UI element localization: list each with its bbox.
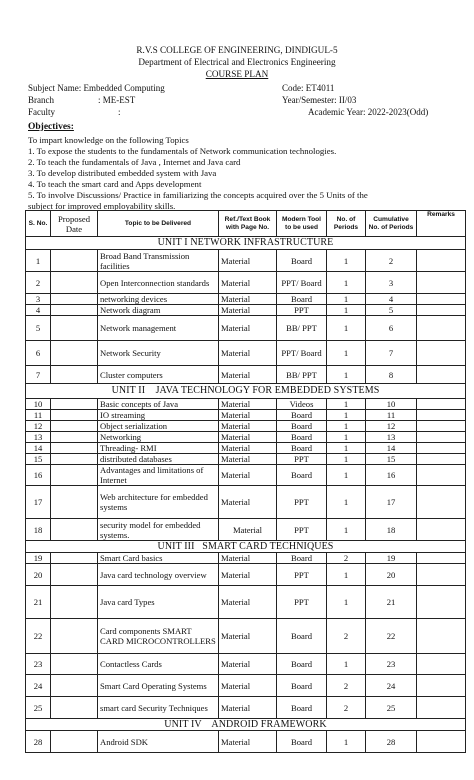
cell-topic: Smart Card basics <box>98 553 219 564</box>
cell-cumulative: 3 <box>366 272 417 294</box>
cell-sno: 16 <box>26 465 51 486</box>
col-tool: Modern Tool to be used <box>277 211 327 237</box>
cell-remarks <box>417 675 466 697</box>
cell-periods: 1 <box>327 465 366 486</box>
table-row <box>26 697 466 719</box>
cell-topic: Network management <box>98 316 219 341</box>
cell-cumulative: 10 <box>366 399 417 410</box>
academic-year: Academic Year: 2022-2023(Odd) <box>308 107 429 117</box>
cell-sno: 4 <box>26 305 51 316</box>
cell-remarks <box>417 421 466 432</box>
cell-remarks <box>417 731 466 753</box>
cell-cumulative: 20 <box>366 564 417 586</box>
cell-remarks <box>417 294 466 305</box>
table-row <box>26 553 466 564</box>
cell-topic: Basic concepts of Java <box>98 399 219 410</box>
cell-date <box>51 586 98 619</box>
cell-date <box>51 564 98 586</box>
cell-sno: 25 <box>26 697 51 719</box>
cell-remarks <box>417 454 466 465</box>
cell-tool: Board <box>277 465 327 486</box>
col-ref: Ref./Text Book with Page No. <box>219 211 277 237</box>
objective-line: 1. To expose the students to the fundamentals of Network communication technologies. <box>28 146 337 156</box>
unit-title: UNIT IV ANDROID FRAMEWORK <box>26 719 466 731</box>
objective-line: 2. To teach the fundamentals of Java , Internet and Java card <box>28 157 241 167</box>
course-plan-table <box>25 210 466 753</box>
cell-remarks <box>417 586 466 619</box>
cell-sno: 19 <box>26 553 51 564</box>
cell-ref: Material <box>219 675 277 697</box>
cell-sno: 3 <box>26 294 51 305</box>
cell-ref: Material <box>219 366 277 384</box>
cell-topic: Advantages and limitations of Internet <box>98 465 219 486</box>
cell-date <box>51 366 98 384</box>
table-row <box>26 564 466 586</box>
col-cumulative: Cumulative No. of Periods <box>366 211 417 237</box>
table-row <box>26 272 466 294</box>
cell-cumulative: 18 <box>366 519 417 541</box>
objective-line: 5. To involve Discussions/ Practice in familiarizing the concepts acquired over the 5 Units of the <box>28 190 368 200</box>
cell-ref: Material <box>219 341 277 366</box>
cell-topic: Contactless Cards <box>98 654 219 675</box>
cell-sno: 21 <box>26 586 51 619</box>
cell-periods: 1 <box>327 305 366 316</box>
cell-date <box>51 443 98 454</box>
cell-tool: Board <box>277 250 327 272</box>
cell-date <box>51 399 98 410</box>
college-name: R.V.S COLLEGE OF ENGINEERING, DINDIGUL-5 <box>136 45 338 55</box>
cell-topic: Open Interconnection standards <box>98 272 219 294</box>
cell-sno: 6 <box>26 341 51 366</box>
cell-date <box>51 731 98 753</box>
cell-periods: 2 <box>327 697 366 719</box>
cell-sno: 22 <box>26 619 51 654</box>
cell-tool: Board <box>277 731 327 753</box>
objective-line: 4. To teach the smart card and Apps development <box>28 179 202 189</box>
unit-heading-row <box>26 541 466 553</box>
col-topic: Topic to be Delivered <box>98 211 219 237</box>
cell-periods: 1 <box>327 294 366 305</box>
cell-periods: 1 <box>327 272 366 294</box>
document-title: COURSE PLAN <box>205 69 269 79</box>
cell-ref: Material <box>219 410 277 421</box>
table-row <box>26 586 466 619</box>
cell-topic: Android SDK <box>98 731 219 753</box>
table-row <box>26 316 466 341</box>
cell-ref: Material <box>219 399 277 410</box>
cell-date <box>51 250 98 272</box>
cell-ref: Material <box>219 316 277 341</box>
cell-sno: 24 <box>26 675 51 697</box>
cell-ref: Material <box>219 272 277 294</box>
table-row <box>26 305 466 316</box>
cell-tool: Board <box>277 654 327 675</box>
table-row <box>26 486 466 519</box>
cell-cumulative: 25 <box>366 697 417 719</box>
faculty-value: : <box>118 107 121 117</box>
cell-periods: 1 <box>327 410 366 421</box>
objectives-heading: Objectives: <box>28 122 74 132</box>
cell-sno: 14 <box>26 443 51 454</box>
cell-tool: Board <box>277 697 327 719</box>
cell-ref: Material <box>219 697 277 719</box>
cell-remarks <box>417 564 466 586</box>
cell-ref: Material <box>219 654 277 675</box>
cell-remarks <box>417 366 466 384</box>
cell-periods: 1 <box>327 486 366 519</box>
cell-sno: 12 <box>26 421 51 432</box>
cell-date <box>51 454 98 465</box>
cell-tool: PPT <box>277 454 327 465</box>
cell-cumulative: 24 <box>366 675 417 697</box>
cell-topic: Object serialization <box>98 421 219 432</box>
cell-cumulative: 4 <box>366 294 417 305</box>
cell-cumulative: 21 <box>366 586 417 619</box>
cell-cumulative: 13 <box>366 432 417 443</box>
cell-cumulative: 12 <box>366 421 417 432</box>
cell-periods: 1 <box>327 399 366 410</box>
cell-periods: 1 <box>327 421 366 432</box>
cell-remarks <box>417 697 466 719</box>
cell-date <box>51 432 98 443</box>
table-row <box>26 341 466 366</box>
cell-topic: Network Security <box>98 341 219 366</box>
cell-remarks <box>417 305 466 316</box>
cell-date <box>51 697 98 719</box>
cell-remarks <box>417 553 466 564</box>
cell-sno: 10 <box>26 399 51 410</box>
cell-ref: Material <box>219 731 277 753</box>
objective-line: To impart knowledge on the following Topics <box>28 135 189 145</box>
cell-date <box>51 619 98 654</box>
cell-remarks <box>417 432 466 443</box>
cell-tool: Board <box>277 432 327 443</box>
cell-remarks <box>417 519 466 541</box>
table-row <box>26 465 466 486</box>
cell-cumulative: 22 <box>366 619 417 654</box>
table-row <box>26 675 466 697</box>
cell-periods: 1 <box>327 341 366 366</box>
cell-remarks <box>417 486 466 519</box>
cell-topic: Networking <box>98 432 219 443</box>
cell-tool: Board <box>277 421 327 432</box>
cell-topic: Web architecture for embedded systems <box>98 486 219 519</box>
subject-name: Subject Name: Embedded Computing <box>28 83 165 93</box>
cell-ref: Material <box>219 465 277 486</box>
cell-tool: PPT/ Board <box>277 272 327 294</box>
cell-sno: 5 <box>26 316 51 341</box>
table-row <box>26 399 466 410</box>
cell-cumulative: 23 <box>366 654 417 675</box>
cell-tool: Board <box>277 553 327 564</box>
cell-cumulative: 28 <box>366 731 417 753</box>
cell-ref: Material <box>219 454 277 465</box>
department-name: Department of Electrical and Electronics Engineering <box>138 57 336 67</box>
table-row <box>26 294 466 305</box>
cell-periods: 1 <box>327 316 366 341</box>
table-row <box>26 410 466 421</box>
cell-remarks <box>417 465 466 486</box>
cell-periods: 1 <box>327 432 366 443</box>
cell-date <box>51 654 98 675</box>
cell-cumulative: 2 <box>366 250 417 272</box>
cell-topic: networking devices <box>98 294 219 305</box>
cell-topic: Java card Types <box>98 586 219 619</box>
table-row <box>26 731 466 753</box>
cell-ref: Material <box>219 486 277 519</box>
table-row <box>26 654 466 675</box>
cell-sno: 1 <box>26 250 51 272</box>
cell-ref: Material <box>219 443 277 454</box>
cell-date <box>51 341 98 366</box>
cell-periods: 1 <box>327 519 366 541</box>
cell-topic: Java card technology overview <box>98 564 219 586</box>
col-remarks: Remarks <box>417 211 466 237</box>
col-sno: S. No. <box>26 211 51 237</box>
cell-topic: security model for embedded systems. <box>98 519 219 541</box>
cell-date <box>51 519 98 541</box>
faculty-label: Faculty <box>28 107 55 117</box>
cell-remarks <box>417 654 466 675</box>
cell-remarks <box>417 619 466 654</box>
cell-cumulative: 11 <box>366 410 417 421</box>
course-code: Code: ET4011 <box>282 83 335 93</box>
cell-tool: Board <box>277 443 327 454</box>
cell-cumulative: 7 <box>366 341 417 366</box>
branch-value: : ME-EST <box>98 95 136 105</box>
cell-sno: 20 <box>26 564 51 586</box>
cell-periods: 2 <box>327 619 366 654</box>
table-row <box>26 432 466 443</box>
cell-periods: 1 <box>327 564 366 586</box>
unit-heading-row <box>26 237 466 250</box>
cell-sno: 15 <box>26 454 51 465</box>
cell-cumulative: 8 <box>366 366 417 384</box>
cell-topic: Threading- RMI <box>98 443 219 454</box>
cell-cumulative: 6 <box>366 316 417 341</box>
table-row <box>26 619 466 654</box>
col-periods: No. of Periods <box>327 211 366 237</box>
cell-date <box>51 305 98 316</box>
cell-ref: Material <box>219 305 277 316</box>
cell-tool: Videos <box>277 399 327 410</box>
cell-ref: Material <box>219 619 277 654</box>
cell-periods: 1 <box>327 454 366 465</box>
cell-date <box>51 316 98 341</box>
cell-cumulative: 14 <box>366 443 417 454</box>
cell-remarks <box>417 443 466 454</box>
cell-sno: 2 <box>26 272 51 294</box>
cell-tool: PPT/ Board <box>277 341 327 366</box>
cell-sno: 11 <box>26 410 51 421</box>
cell-date <box>51 675 98 697</box>
cell-sno: 23 <box>26 654 51 675</box>
cell-remarks <box>417 272 466 294</box>
table-row <box>26 366 466 384</box>
cell-topic: IO streaming <box>98 410 219 421</box>
cell-topic: Card components SMART CARD MICROCONTROLLERS <box>98 619 219 654</box>
cell-remarks <box>417 341 466 366</box>
cell-ref: Material <box>219 586 277 619</box>
cell-date <box>51 272 98 294</box>
cell-remarks <box>417 399 466 410</box>
cell-tool: PPT <box>277 305 327 316</box>
cell-tool: PPT <box>277 486 327 519</box>
cell-date <box>51 294 98 305</box>
cell-cumulative: 15 <box>366 454 417 465</box>
cell-sno: 18 <box>26 519 51 541</box>
cell-ref: Material <box>219 519 277 541</box>
cell-tool: PPT <box>277 564 327 586</box>
cell-periods: 2 <box>327 675 366 697</box>
cell-periods: 1 <box>327 366 366 384</box>
cell-topic: Cluster computers <box>98 366 219 384</box>
cell-tool: BB/ PPT <box>277 316 327 341</box>
cell-cumulative: 17 <box>366 486 417 519</box>
table-row <box>26 421 466 432</box>
cell-periods: 1 <box>327 250 366 272</box>
unit-heading-row <box>26 384 466 399</box>
table-row <box>26 250 466 272</box>
cell-cumulative: 5 <box>366 305 417 316</box>
cell-date <box>51 486 98 519</box>
cell-tool: Board <box>277 410 327 421</box>
cell-periods: 1 <box>327 443 366 454</box>
unit-heading-row <box>26 719 466 731</box>
cell-sno: 17 <box>26 486 51 519</box>
objective-line: subject for improved employability skills. <box>28 201 176 211</box>
cell-periods: 1 <box>327 731 366 753</box>
cell-topic: Network diagram <box>98 305 219 316</box>
cell-ref: Material <box>219 421 277 432</box>
table-header-row <box>26 211 466 237</box>
cell-cumulative: 19 <box>366 553 417 564</box>
cell-ref: Material <box>219 564 277 586</box>
cell-sno: 13 <box>26 432 51 443</box>
cell-tool: BB/ PPT <box>277 366 327 384</box>
cell-tool: Board <box>277 619 327 654</box>
cell-topic: Broad Band Transmission facilities <box>98 250 219 272</box>
cell-date <box>51 421 98 432</box>
cell-periods: 1 <box>327 654 366 675</box>
cell-tool: PPT <box>277 519 327 541</box>
cell-remarks <box>417 410 466 421</box>
cell-ref: Material <box>219 250 277 272</box>
table-row <box>26 454 466 465</box>
cell-tool: Board <box>277 675 327 697</box>
cell-periods: 2 <box>327 553 366 564</box>
cell-remarks <box>417 316 466 341</box>
cell-tool: PPT <box>277 586 327 619</box>
cell-sno: 28 <box>26 731 51 753</box>
cell-tool: Board <box>277 294 327 305</box>
cell-sno: 7 <box>26 366 51 384</box>
unit-title: UNIT I NETWORK INFRASTRUCTURE <box>26 237 466 250</box>
cell-date <box>51 553 98 564</box>
cell-date <box>51 410 98 421</box>
cell-topic: Smart Card Operating Systems <box>98 675 219 697</box>
year-semester: Year/Semester: II/03 <box>282 95 357 105</box>
cell-cumulative: 16 <box>366 465 417 486</box>
cell-remarks <box>417 250 466 272</box>
cell-ref: Material <box>219 553 277 564</box>
cell-date <box>51 465 98 486</box>
cell-ref: Material <box>219 432 277 443</box>
cell-ref: Material <box>219 294 277 305</box>
cell-periods: 1 <box>327 586 366 619</box>
cell-topic: smart card Security Techniques <box>98 697 219 719</box>
cell-topic: distributed databases <box>98 454 219 465</box>
table-row <box>26 443 466 454</box>
unit-title: UNIT III SMART CARD TECHNIQUES <box>26 541 466 553</box>
branch-label: Branch <box>28 95 54 105</box>
objective-line: 3. To develop distributed embedded system with Java <box>28 168 217 178</box>
unit-title: UNIT II JAVA TECHNOLOGY FOR EMBEDDED SYSTEMS <box>26 384 466 399</box>
col-proposed-date: Proposed Date <box>51 211 98 237</box>
table-row <box>26 519 466 541</box>
